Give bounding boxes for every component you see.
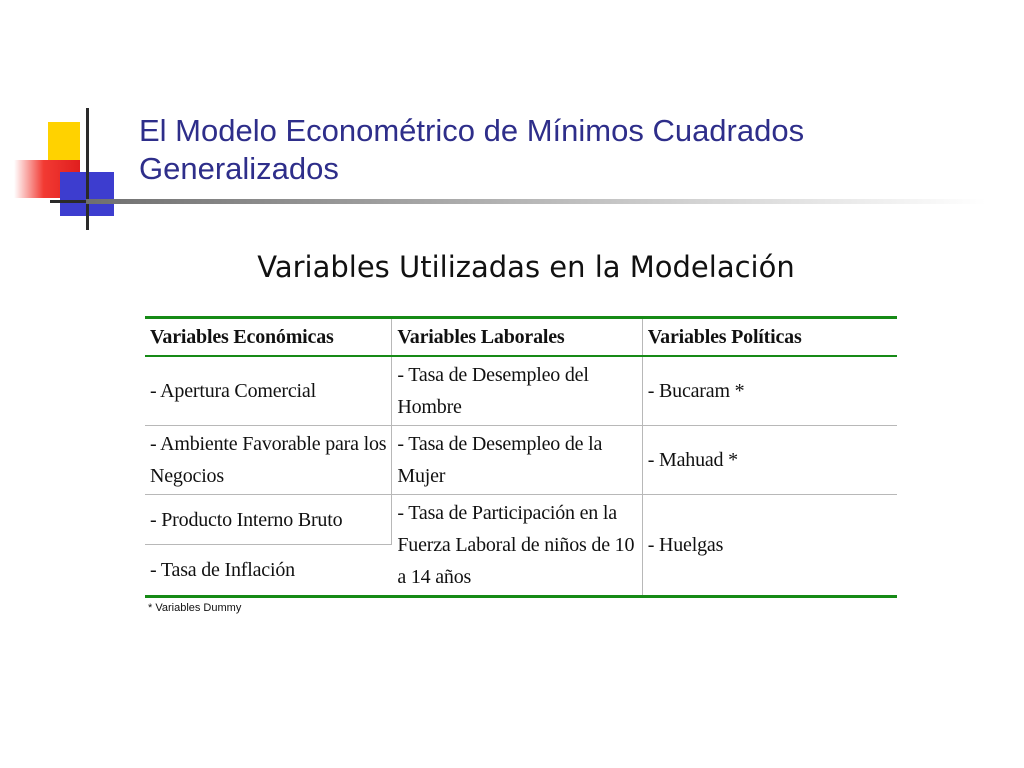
table-cell: - Bucaram * (642, 356, 897, 426)
table-cell: - Tasa de Inflación (150, 559, 295, 582)
table-row (145, 356, 897, 426)
table-row (145, 426, 897, 495)
table-cell: - Apertura Comercial (145, 356, 392, 426)
table-cell: - Tasa de Desempleo de la Mujer (392, 426, 642, 495)
table-row (145, 495, 897, 545)
footnote: * Variables Dummy (148, 602, 242, 614)
table-cell: - Producto Interno Bruto (145, 495, 392, 545)
header-political-variables: Variables Políticas (642, 318, 897, 357)
title-underline-rule (86, 199, 986, 204)
table-cell: - Mahuad * (642, 426, 897, 495)
slide-title: El Modelo Econométrico de Mínimos Cuadrados Generalizados (139, 113, 805, 186)
table-cell: - Tasa de Participación en la Fuerza Laboral de niños de 10 a 14 años (392, 495, 642, 597)
variables-table (145, 316, 897, 598)
decorative-logo (0, 0, 140, 240)
table-cell: - Huelgas (642, 495, 897, 597)
table-header-row (145, 318, 897, 357)
header-labor-variables: Variables Laborales (392, 318, 642, 357)
slide-subtitle: Variables Utilizadas en la Modelación (257, 250, 795, 284)
table-cell: - Ambiente Favorable para los Negocios (145, 426, 392, 495)
header-economic-variables: Variables Económicas (145, 318, 392, 357)
logo-vertical-line (86, 108, 89, 230)
table-cell: - Tasa de Desempleo del Hombre (392, 356, 642, 426)
